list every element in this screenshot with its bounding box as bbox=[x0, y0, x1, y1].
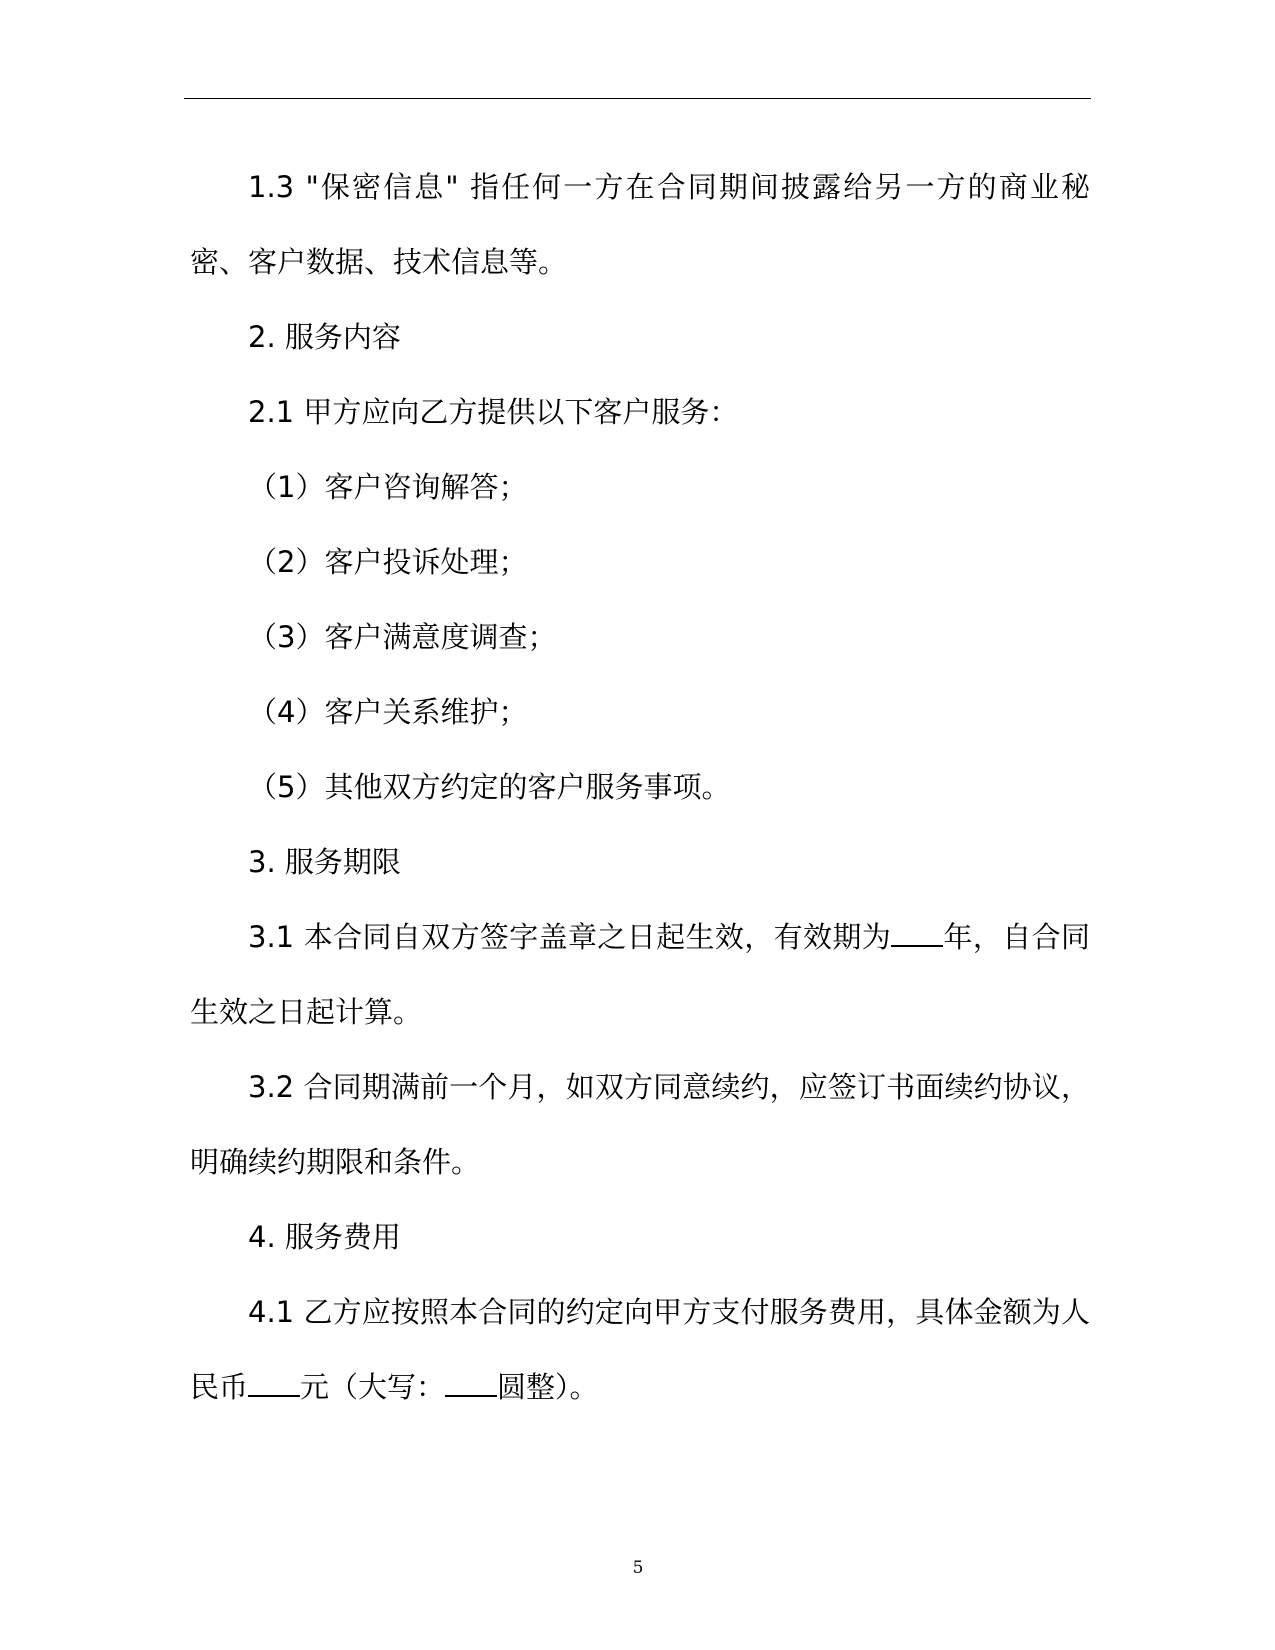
paragraph-4-1-part-1: 4.1 乙方应按照本合同的约定向甲方支付服务费用，具体金额为人民币 bbox=[190, 1295, 1090, 1404]
section-heading-service-fee: 4. 服务费用 bbox=[248, 1220, 401, 1254]
list-item-1: （1）客户咨询解答； bbox=[248, 470, 528, 504]
blank-field-amount-words bbox=[445, 1373, 497, 1397]
paragraph-3-1-part-1: 3.1 本合同自双方签字盖章之日起生效，有效期为 bbox=[248, 920, 892, 954]
list-item-3: （3）客户满意度调查； bbox=[248, 620, 557, 654]
paragraph-3-1-part-2: 年，自合同生效之日起计算。 bbox=[190, 920, 1090, 1029]
section-heading-service-term: 3. 服务期限 bbox=[248, 845, 401, 879]
page-number: 5 bbox=[632, 1558, 644, 1578]
paragraph-4-1 bbox=[190, 1275, 1090, 1425]
paragraph-3-1 bbox=[190, 900, 1090, 1050]
paragraph-2-1: 2.1 甲方应向乙方提供以下客户服务： bbox=[248, 395, 739, 429]
blank-field-years bbox=[891, 923, 943, 947]
list-item-4: （4）客户关系维护； bbox=[248, 695, 528, 729]
section-heading-service-content: 2. 服务内容 bbox=[248, 320, 401, 354]
paragraph-4-1-part-2: 元（大写： bbox=[300, 1370, 446, 1404]
blank-field-amount bbox=[248, 1373, 300, 1397]
header-rule bbox=[184, 98, 1091, 99]
list-item-2: （2）客户投诉处理； bbox=[248, 545, 528, 579]
list-item-5: （5）其他双方约定的客户服务事项。 bbox=[248, 770, 731, 804]
paragraph-confidential-info: 1.3 "保密信息" 指任何一方在合同期间披露给另一方的商业秘密、客户数据、技术信息等。 bbox=[190, 170, 1090, 279]
document-body bbox=[190, 150, 1090, 1425]
paragraph-3-2: 3.2 合同期满前一个月，如双方同意续约，应签订书面续约协议，明确续约期限和条件。 bbox=[190, 1070, 1090, 1179]
paragraph-4-1-part-3: 圆整）。 bbox=[497, 1370, 599, 1404]
